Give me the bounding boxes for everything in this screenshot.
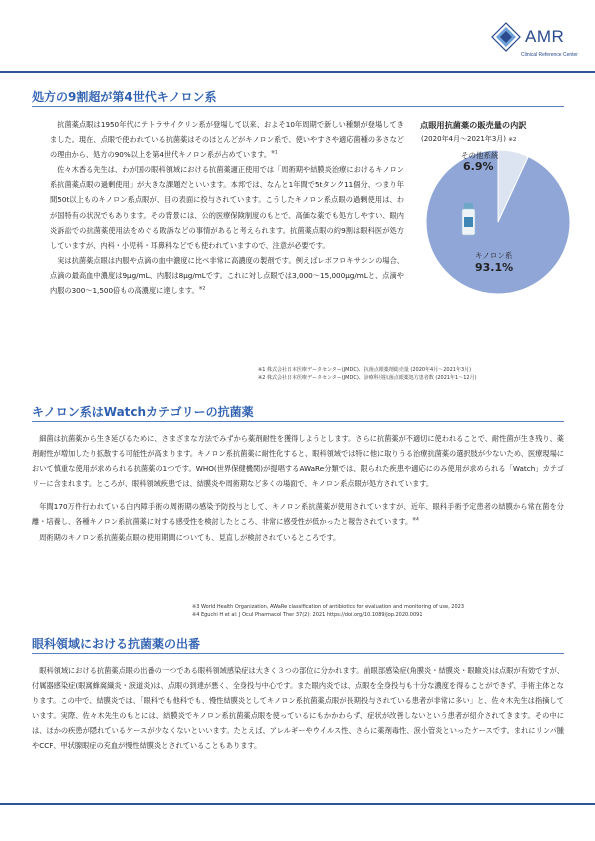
section2-body	[32, 431, 564, 545]
section1-body	[50, 117, 404, 298]
logo-name: AMR	[525, 27, 565, 46]
top-rule	[0, 71, 595, 73]
section2-rule	[32, 421, 564, 422]
footnote-ref: ※4	[412, 518, 419, 524]
section2-paragraph: 年間170万件行われている白内障手術の周術期の感染予防投与として、キノロン系抗菌薬が使用されていますが、近年、眼科手術予定患者の結膜から常在菌を分離・培養し、各種キノロン系抗菌薬に対する感受性を検討したところ、非常に感受性が低かったと報告されています。$^{※4}$	[32, 502, 564, 527]
chart-subtitle: (2020年4月～2021年3月) ※2	[421, 135, 517, 143]
footnote-ref: ※2	[198, 286, 206, 292]
section2-paragraph: 周術期のキノロン系抗菌薬点眼の使用期間についても、見直しが検討されているところです。	[39, 532, 341, 542]
amr-logo	[491, 22, 578, 66]
section3-rule	[32, 653, 564, 654]
slice-label-other: その他系統	[461, 151, 499, 160]
section1-title: 処方の9割超が第4世代キノロン系	[32, 90, 217, 104]
chart-title: 点眼用抗菌薬の販売量の内訳	[420, 120, 527, 130]
section1-paragraph: 抗菌薬点眼は1950年代にテトラサイクリン系が登場して以来、およそ10年周期で新しい種類が登場してきました。現在、点眼で使われている抗菌薬はそのほとんどがキノロン系で、使いやすさや適応菌種の多さなどの理由から、処方の90%以上を第4世代キノロン系が占めています。$^{※1}$	[50, 120, 404, 160]
slice-value-quinolone: 93.1%	[475, 261, 514, 274]
footnote-1: ※1 株式会社日本医療データセンター(JMDC)、抗菌点眼薬剤総売量 (2020年4月～2021年3月)	[258, 367, 472, 373]
section1-paragraph: 佐々木香る先生は、わが国の眼科領域における抗菌薬適正使用では「周術期や結膜炎治療におけるキノロン系抗菌薬点眼の過剰使用」が大きな課題だといいます。本邦では、なんと1年間で5tタンク11個分、つまり年間50t以上ものキノロン系点眼が、目の表面に投与されています。こうしたキノロン系点眼の過剰使用は、わが国特有の状況でもあります。その背景には、公的医療保険制度のもとで、高価な薬でも処方しやすい、眼内炎訴訟での抗菌薬使用法をめぐる敗訴などの事情があると考えられます。抗菌薬点眼の約9割は眼科医が処方していますが、内科・小児科・耳鼻科などでも使われていますので、注意が必要です。	[50, 165, 404, 250]
amr-logo-mark-icon	[491, 22, 521, 52]
section3-paragraph: 眼科領域における抗菌薬点眼の出番の一つである眼科領域感染症は大きく３つの部位に分かれます。前眼部感染症(角膜炎・結膜炎・眼瞼炎)は点眼が有効ですが、付属器感染症(眼窩蜂窩織炎・涙道炎)は、点眼の到達が悪く、全身投与中心です。また眼内炎では、点眼を全身投与も十分な濃度を得ることができず、手術主体となります。この中で、結膜炎では、「眼科でも他科でも、慢性結膜炎としてキノロン系抗菌薬点眼が長期投与されている患者が非常に多い」と、佐々木先生は指摘しています。実際、佐々木先生のもとには、結膜炎でキノロン系抗菌薬点眼を使っているにもかかわらず、症状が改善しないという患者が紹介されてきます。その中には、ほかの疾患が隠れているケースが少なくないといいます。たとえば、アレルギーやウイルス性、さらに薬剤毒性、涙小管炎といったケースです。まれにリンパ腫やCCF、甲状腺眼症の充血が慢性結膜炎とされていることもあります。	[32, 666, 564, 751]
footnote-3: ※3 World Health Organization, AWaRe classification of antibiotics for evaluation and monitoring of use, 2023	[192, 604, 465, 610]
bottom-rule	[0, 803, 595, 805]
slice-label-quinolone: キノロン系	[475, 251, 513, 260]
slice-value-other: 6.9%	[463, 160, 494, 173]
section2-paragraph: 細菌は抗菌薬から生き延びるために、さまざまな方法でみずから薬剤耐性を獲得しようとします。さらに抗菌薬が不適切に使われることで、耐性菌が生き残り、薬剤耐性が増加したり拡散する可能性が高まります。キノロン系抗菌薬に耐性化すると、眼科領域では特に他に取りうる治療抗菌薬の選択肢が少ないため、医療現場において慎重な使用が求められる抗菌薬の1つです。WHO(世界保健機関)が提唱するAWaRe分類では、限られた疾患や適応にのみ使用が求められる「Watch」カテゴリーに含まれます。ところが、眼科領域疾患では、結膜炎や周術期など多くの場面で、キノロン系点眼が処方されています。	[32, 434, 564, 489]
footnote-2: ※2 株式会社日本医療データセンター(JMDC)、診療科別抗菌点眼薬処方患者数 (2021年1～12月)	[258, 375, 477, 381]
section1-paragraph: 実は抗菌薬点眼は内服や点滴の血中濃度に比べ非常に高濃度の製剤です。例えばレボフロキサシンの場合、点滴の最高血中濃度は9μg/mL、内服は8μg/mLです。これに対し点眼では3,000～15,000μg/mLと、点滴や内服の300～1,500倍もの高濃度に達します。$^{※2}$	[50, 255, 404, 296]
section3-title: 眼科領域における抗菌薬の出番	[32, 637, 201, 651]
section1-rule	[32, 106, 564, 107]
footnote-ref: ※1	[271, 150, 278, 156]
logo-subtitle: Clinical Reference Center	[521, 52, 578, 58]
section2-title: キノロン系はWatchカテゴリーの抗菌薬	[32, 405, 254, 419]
chart-note: ※2	[508, 137, 517, 143]
section3-body	[32, 663, 564, 754]
footnote-4: ※4 Eguchi H et al: J Ocul Pharmacol Ther 37(2): 2021 https://doi.org/10.1089/jop.2020.0091	[192, 612, 423, 618]
